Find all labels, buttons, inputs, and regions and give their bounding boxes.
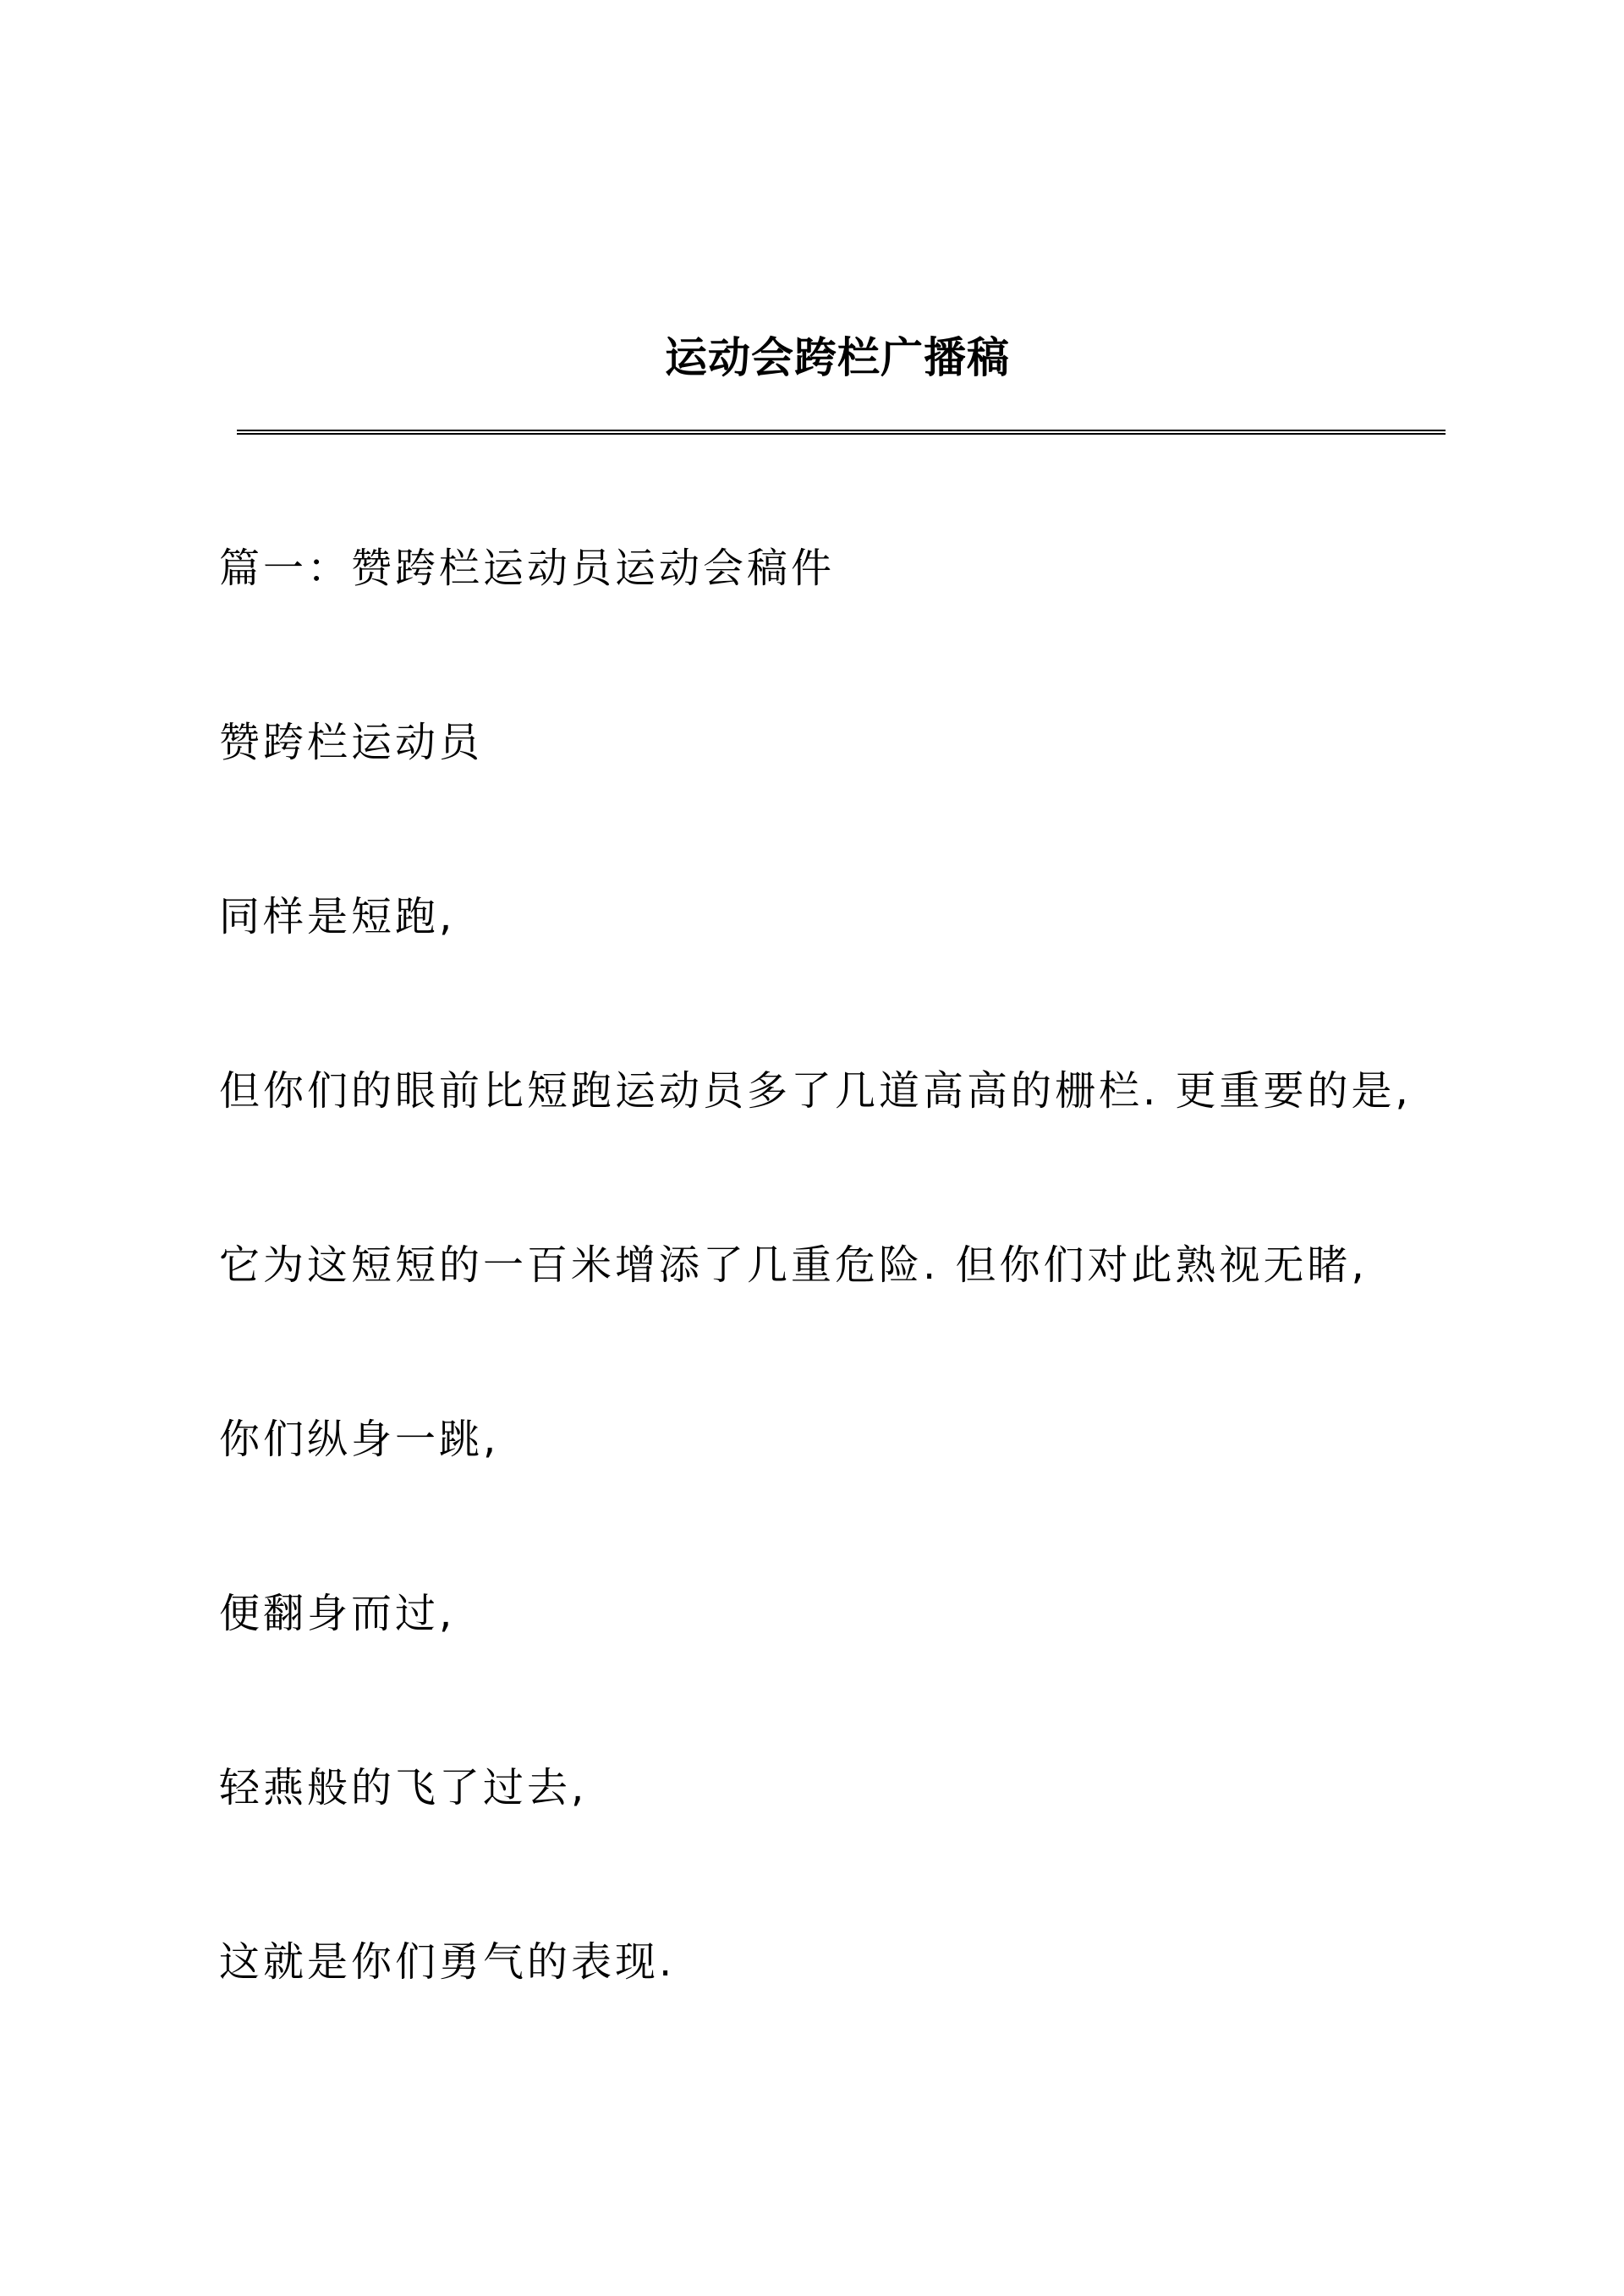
- title-double-rule: [237, 430, 1446, 435]
- document-body: [219, 541, 1446, 2109]
- paragraph: 轻燕般的飞了过去,: [219, 1764, 588, 1811]
- paragraph-heading: 篇一：赞跨栏运动员运动会稿件: [219, 545, 836, 592]
- paragraph: 但你们的眼前比短跑运动员多了几道高高的栅栏. 更重要的是,: [219, 1067, 1412, 1115]
- paragraph: 这就是你们勇气的表现.: [219, 1938, 676, 1986]
- paragraph: 赞跨栏运动员: [219, 719, 484, 766]
- paragraph: 便翻身而过,: [219, 1590, 456, 1637]
- paragraph: 同样是短跑,: [219, 893, 456, 940]
- paragraph: 你们纵身一跳,: [219, 1416, 500, 1463]
- document-title: 运动会跨栏广播稿: [665, 332, 1010, 382]
- paragraph: 它为这短短的一百米增添了几重危险. 但你们对此熟视无睹,: [219, 1241, 1368, 1289]
